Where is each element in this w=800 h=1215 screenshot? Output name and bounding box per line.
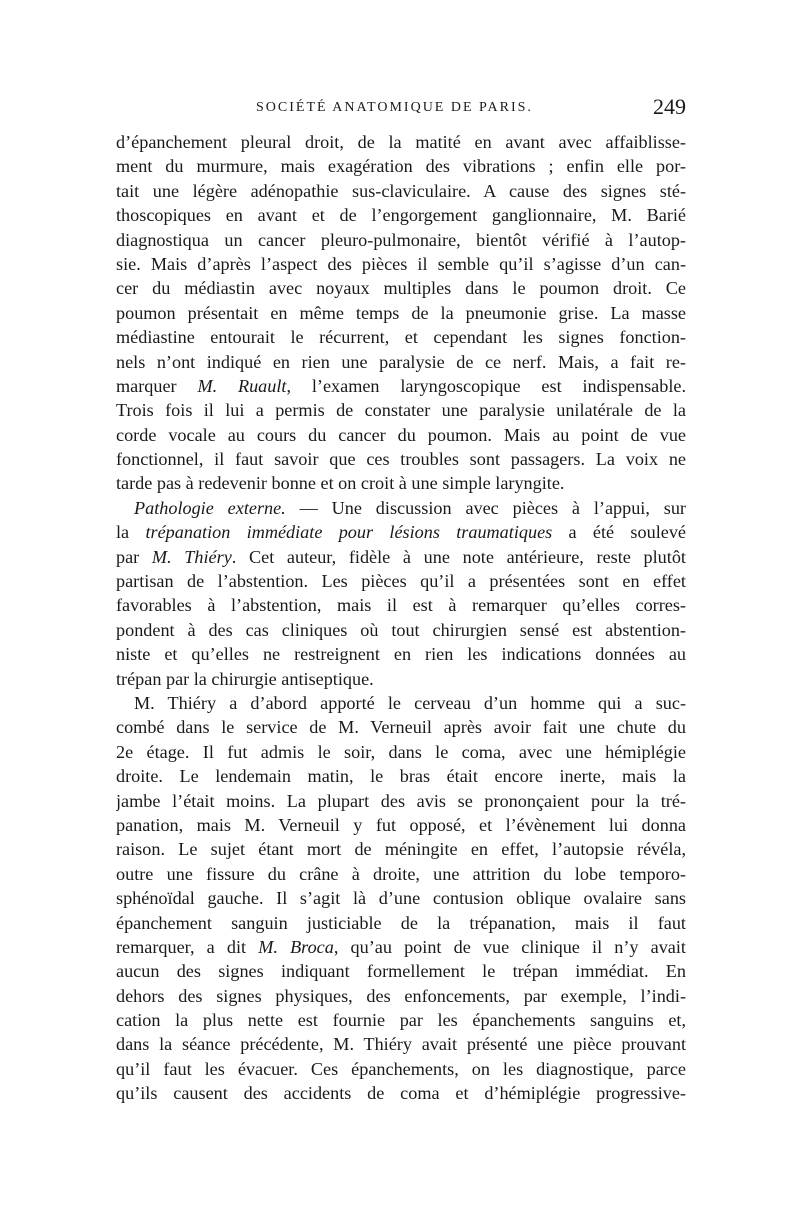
text-segment: jambe l’était moins. La plupart des avis se prononçaient pour la tré- (116, 790, 686, 811)
text-segment: sphénoïdal gauche. Il s’agit là d’une contusion oblique ovalaire sans (116, 888, 686, 909)
italic-segment: M. Thiéry (151, 546, 232, 567)
text-segment: sie. Mais d’après l’aspect des pièces il semble qu’il s’agisse d’un can- (116, 253, 686, 274)
text-line (116, 252, 686, 276)
text-line (116, 740, 686, 764)
text-line (116, 667, 686, 691)
text-segment: trépan par la chirurgie antiseptique. (116, 668, 374, 689)
text-segment: nels n’ont indiqué en rien une paralysie de ce nerf. Mais, a fait re- (116, 351, 686, 372)
text-line (116, 228, 686, 252)
text-line (116, 1057, 686, 1081)
text-line (116, 935, 686, 959)
text-line (116, 350, 686, 374)
text-line (116, 423, 686, 447)
text-line (116, 618, 686, 642)
text-line (116, 496, 686, 520)
book-page (116, 96, 686, 1106)
text-segment: — Une discussion avec pièces à l’appui, sur (285, 497, 686, 518)
text-line (116, 569, 686, 593)
text-line (116, 642, 686, 666)
text-line (116, 130, 686, 154)
italic-segment: M. Broca (258, 936, 334, 957)
text-line (116, 374, 686, 398)
text-segment: ment du murmure, mais exagération des vibrations ; enfin elle por- (116, 156, 686, 177)
text-segment: dehors des signes physiques, des enfoncements, par exemple, l’indi- (116, 985, 686, 1006)
text-line (116, 447, 686, 471)
text-segment: tait une légère adénopathie sus-claviculaire. A cause des signes sté- (116, 180, 686, 201)
text-line (116, 276, 686, 300)
text-line (116, 886, 686, 910)
text-line (116, 398, 686, 422)
text-segment: raison. Le sujet étant mort de méningite en effet, l’autopsie révéla, (116, 839, 686, 860)
text-line (116, 789, 686, 813)
text-line (116, 325, 686, 349)
text-segment: droite. Le lendemain matin, le bras était encore inerte, mais la (116, 766, 686, 787)
text-segment: Trois fois il lui a permis de constater une paralysie unilatérale de la (116, 400, 686, 421)
page-number: 249 (653, 94, 686, 119)
text-segment: M. Thiéry a d’abord apporté le cerveau d’un homme qui a suc- (134, 692, 686, 713)
text-segment: corde vocale au cours du cancer du poumon. Mais au point de vue (116, 424, 686, 445)
text-line (116, 471, 686, 495)
text-segment: aucun des signes indiquant formellement le trépan immédiat. En (116, 961, 686, 982)
text-segment: qu’ils causent des accidents de coma et d’hémiplégie progressive- (116, 1083, 686, 1104)
running-title: SOCIÉTÉ ANATOMIQUE DE PARIS. (256, 100, 533, 115)
text-segment: a été soulevé (552, 522, 686, 543)
text-segment: combé dans le service de M. Verneuil après avoir fait une chute du (116, 717, 686, 738)
text-line (116, 1008, 686, 1032)
text-line (116, 911, 686, 935)
text-segment: tarde pas à redevenir bonne et on croit à une simple laryngite. (116, 473, 565, 494)
text-line (116, 545, 686, 569)
text-line (116, 715, 686, 739)
text-segment: remarquer, a dit (116, 936, 259, 957)
text-segment: poumon présentait en même temps de la pneumonie grise. La masse (116, 302, 686, 323)
text-segment: la (116, 522, 146, 543)
text-segment: diagnostiqua un cancer pleuro-pulmonaire, bientôt vérifié à l’autop- (116, 229, 686, 250)
text-line (116, 593, 686, 617)
text-line (116, 203, 686, 227)
text-segment: d’épanchement pleural droit, de la matité en avant avec affaiblisse- (116, 132, 686, 152)
italic-segment: Pathologie externe. (134, 497, 286, 518)
text-line (116, 1081, 686, 1105)
text-segment: médiastine entourait le récurrent, et cependant les signes fonction- (116, 327, 686, 348)
text-segment: favorables à l’abstention, mais il est à remarquer qu’elles corres- (116, 595, 686, 616)
text-line (116, 764, 686, 788)
text-segment: thoscopiques en avant et de l’engorgement ganglionnaire, M. Barié (116, 205, 686, 226)
text-segment: 2e étage. Il fut admis le soir, dans le coma, avec une hémiplégie (116, 741, 686, 762)
text-line (116, 154, 686, 178)
text-line (116, 813, 686, 837)
text-segment: niste et qu’elles ne restreignent en rien les indications données au (116, 644, 686, 665)
text-segment: cation la plus nette est fournie par les épanchements sanguins et, (116, 1010, 686, 1031)
running-head (116, 96, 686, 130)
text-segment: panation, mais M. Verneuil y fut opposé, et l’évènement lui donna (116, 814, 686, 835)
text-segment: cer du médiastin avec noyaux multiples dans le poumon droit. Ce (116, 278, 686, 299)
body-text (116, 130, 686, 1106)
text-line (116, 691, 686, 715)
text-line (116, 984, 686, 1008)
text-line (116, 301, 686, 325)
text-segment: qu’il faut les évacuer. Ces épanchements, on les diagnostique, parce (116, 1058, 686, 1079)
text-segment: dans la séance précédente, M. Thiéry avait présenté une pièce prouvant (116, 1034, 686, 1055)
text-segment: partisan de l’abstention. Les pièces qu’il a présentées sont en effet (116, 571, 686, 592)
text-segment: épanchement sanguin justiciable de la trépanation, mais il faut (116, 912, 686, 933)
text-segment: outre une fissure du crâne à droite, une attrition du lobe temporo- (116, 863, 686, 884)
text-line (116, 959, 686, 983)
text-line (116, 837, 686, 861)
italic-segment: trépanation immédiate pour lésions traumatiques (145, 522, 553, 543)
text-segment: par (116, 546, 152, 567)
italic-segment: M. Ruault (197, 375, 287, 396)
text-line (116, 1032, 686, 1056)
text-segment: . Cet auteur, fidèle à une note antérieure, reste plutôt (231, 546, 686, 567)
text-segment: pondent à des cas cliniques où tout chirurgien sensé est abstention- (116, 619, 686, 640)
text-segment: , l’examen laryngoscopique est indispensable. (286, 375, 686, 396)
text-segment: fonctionnel, il faut savoir que ces troubles sont passagers. La voix ne (116, 449, 686, 470)
text-segment: marquer (116, 375, 198, 396)
text-line (116, 520, 686, 544)
text-line (116, 862, 686, 886)
text-line (116, 179, 686, 203)
text-segment: , qu’au point de vue clinique il n’y avait (333, 936, 686, 957)
